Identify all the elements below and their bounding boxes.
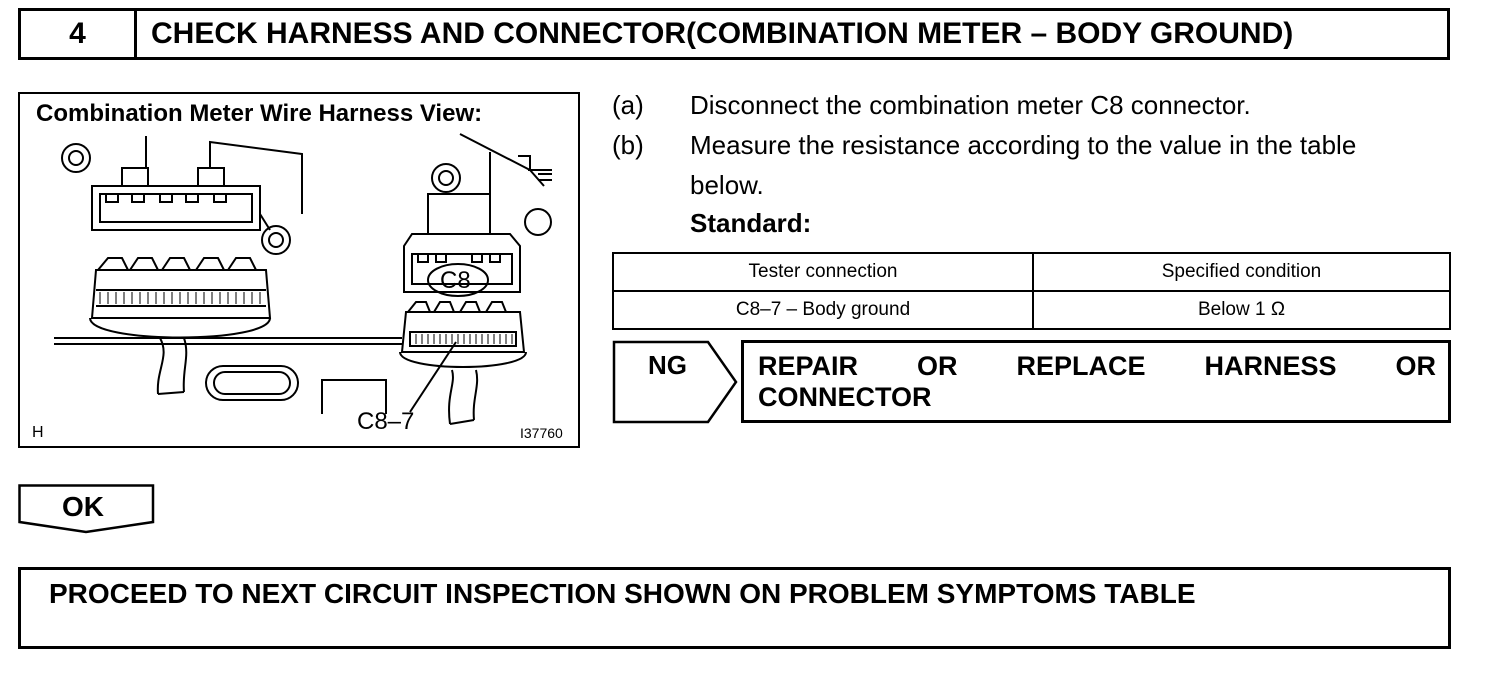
instruction-label: (a)	[612, 90, 644, 120]
ng-action-line: CONNECTOR	[758, 382, 932, 412]
step-header	[18, 8, 1450, 60]
ok-label: OK	[62, 491, 104, 522]
instruction-label: (b)	[612, 130, 644, 160]
instruction-text: Disconnect the combination meter C8 connector.	[690, 90, 1251, 120]
harness-illustration	[18, 92, 580, 448]
ng-action-box	[741, 340, 1451, 423]
ng-label: NG	[648, 350, 687, 380]
standard-label: Standard:	[690, 208, 812, 238]
pin-label: C8–7	[357, 408, 415, 435]
figure-title: Combination Meter Wire Harness View:	[36, 100, 483, 127]
ok-action-box: PROCEED TO NEXT CIRCUIT INSPECTION SHOWN ON PROBLEM SYMPTOMS TABLE	[18, 567, 1451, 649]
table-header: Tester connection	[613, 253, 1033, 291]
figure-corner-letter: H	[32, 424, 44, 441]
ng-action-line: REPAIR OR REPLACE HARNESS OR	[758, 351, 1436, 381]
table-cell: Below 1 Ω	[1033, 291, 1450, 329]
instruction-text: Measure the resistance according to the value in the table	[690, 130, 1357, 160]
figure-id: I37760	[520, 425, 563, 441]
connector-label: C8	[440, 267, 471, 294]
table-header-row	[613, 253, 1450, 291]
step-number: 4	[21, 11, 137, 57]
spec-table	[612, 252, 1451, 330]
table-cell: C8–7 – Body ground	[613, 291, 1033, 329]
table-row	[613, 291, 1450, 329]
instruction-text-continued: below.	[690, 170, 764, 200]
table-header: Specified condition	[1033, 253, 1450, 291]
harness-drawing	[20, 94, 580, 448]
step-title: CHECK HARNESS AND CONNECTOR(COMBINATION METER – BODY GROUND)	[151, 17, 1294, 50]
